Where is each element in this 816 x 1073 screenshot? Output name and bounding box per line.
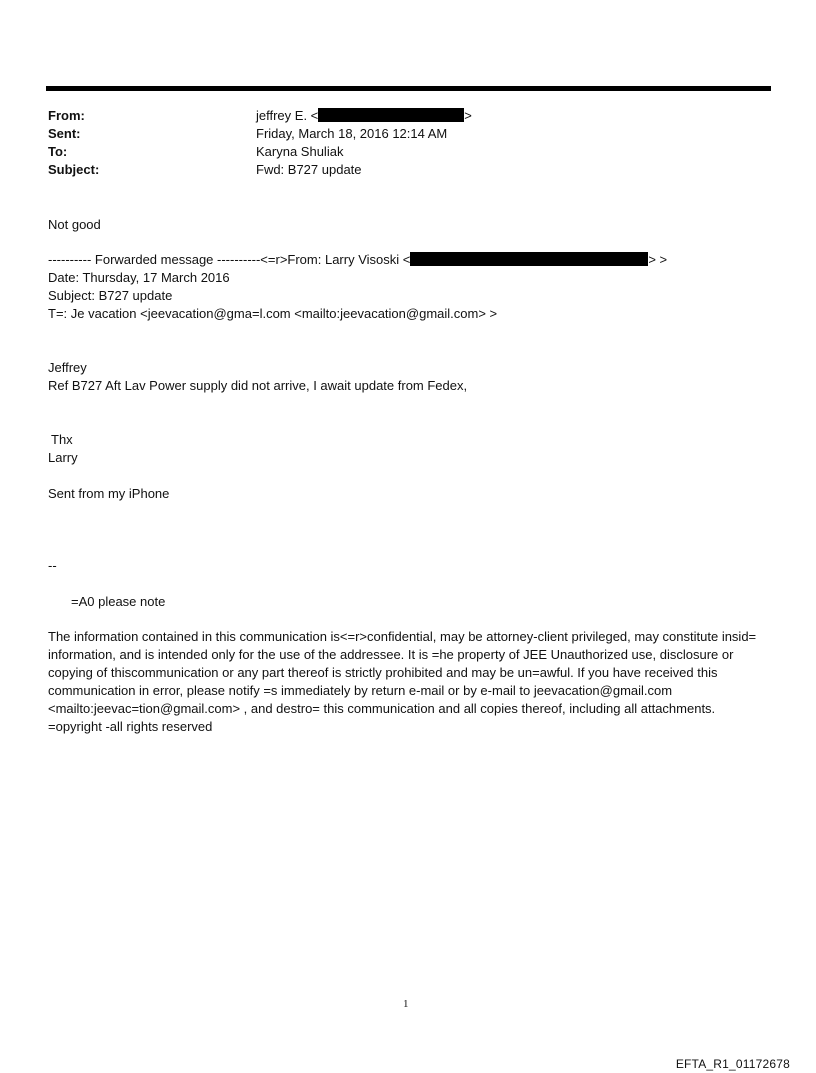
opening-line: Not good xyxy=(48,217,101,232)
sent-from-line: Sent from my iPhone xyxy=(48,486,170,501)
document-id: EFTA_R1_01172678 xyxy=(675,1057,790,1071)
subject-value: Fwd: B727 update xyxy=(256,162,362,177)
from-close: > xyxy=(464,108,472,123)
signature-separator: -- xyxy=(48,558,57,573)
disclaimer-paragraph: The information contained in this communication is<=r>confidential, may be attorney-client privileged, may constitute insid= information, and is intended only for the use of the addressee. It is =he property of JEE Unauthorized use, disclosure or copying of thiscommunication or any part thereof is strictly prohibited and may be un=awful. If you have received this communication in error, please notify =s immediately by return e-mail or by e-mail to jeevacation@gmail.com <mailto:jeevac=tion@gmail.com> , and destro= this communication and all copies thereof, including all attachments. =opyright -all rights reserved xyxy=(48,629,757,734)
salutation: Jeffrey xyxy=(48,360,87,375)
signoff-line: Larry xyxy=(48,450,78,465)
forwarded-suffix: > > xyxy=(648,252,668,267)
to-label: To: xyxy=(48,144,68,159)
sent-value: Friday, March 18, 2016 12:14 AM xyxy=(256,126,448,141)
to-value: Karyna Shuliak xyxy=(256,144,344,159)
forwarded-prefix: ---------- Forwarded message ----------<=r>From: Larry Visoski < xyxy=(48,252,411,267)
page-number: 1 xyxy=(403,998,409,1010)
header-rule xyxy=(46,86,771,91)
forwarded-header-line xyxy=(48,251,667,269)
redaction-bar xyxy=(410,252,648,266)
forwarded-date: Date: Thursday, 17 March 2016 xyxy=(48,270,230,285)
from-value xyxy=(256,107,472,125)
thanks-line: Thx xyxy=(51,432,73,447)
forwarded-to: T=: Je vacation <jeevacation@gma=l.com <mailto:jeevacation@gmail.com> > xyxy=(48,306,498,321)
note-line: =A0 please note xyxy=(71,594,166,609)
redaction-bar xyxy=(318,108,464,122)
from-label: From: xyxy=(48,108,85,123)
message-text: Ref B727 Aft Lav Power supply did not arrive, I await update from Fedex, xyxy=(48,378,468,393)
from-name: jeffrey E. < xyxy=(256,108,319,123)
sent-label: Sent: xyxy=(48,126,81,141)
forwarded-subject: Subject: B727 update xyxy=(48,288,173,303)
subject-label: Subject: xyxy=(48,162,100,177)
